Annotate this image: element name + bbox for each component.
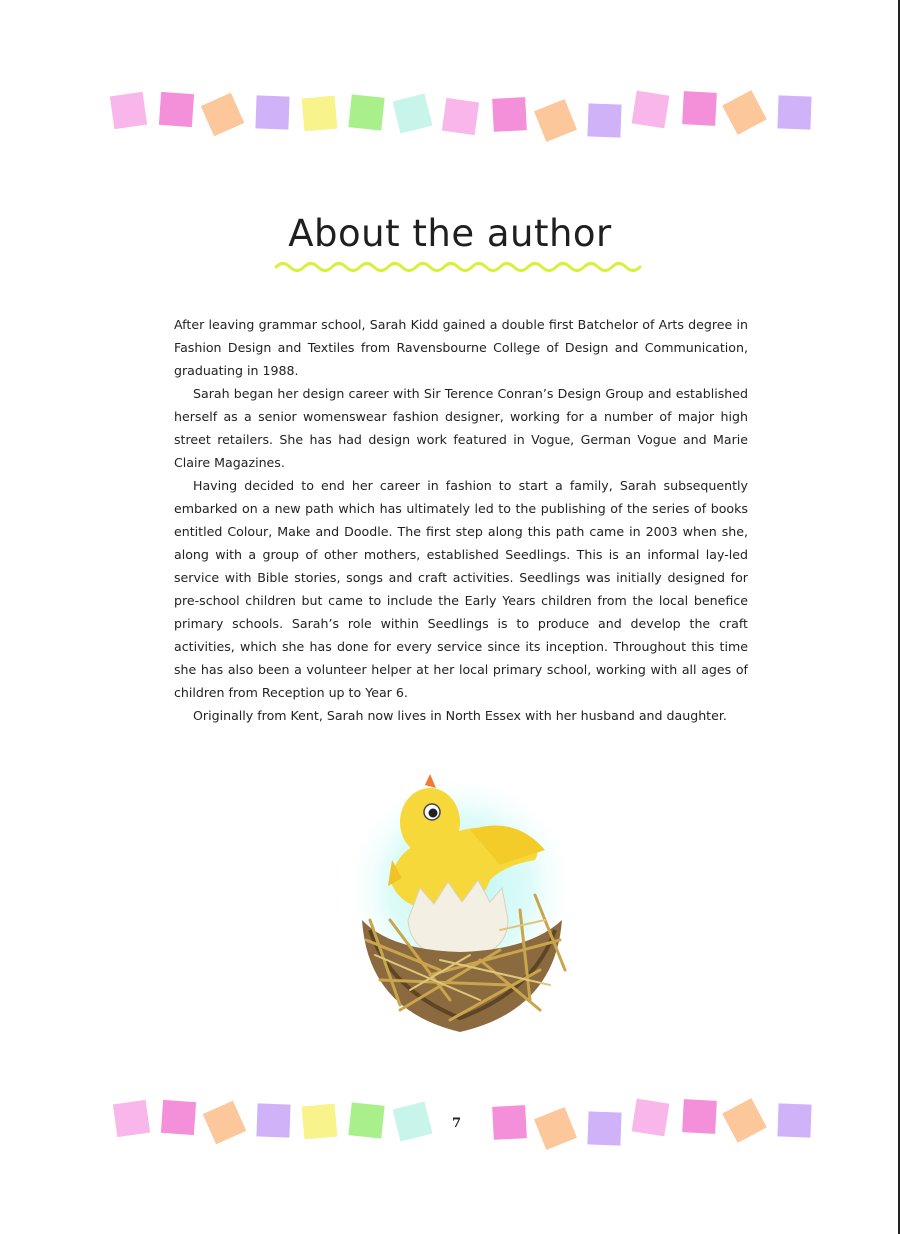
- decor-square: [492, 97, 527, 132]
- decor-square: [534, 99, 577, 142]
- page-number: 7: [452, 1116, 462, 1131]
- title-underline-squiggle: [274, 258, 646, 274]
- decor-square: [110, 92, 147, 129]
- decor-square: [348, 94, 384, 130]
- decor-square: [587, 1111, 621, 1145]
- decor-square: [492, 1105, 527, 1140]
- decor-square: [302, 1104, 338, 1140]
- page-title: About the author: [288, 212, 612, 255]
- decor-square: [113, 1100, 150, 1137]
- bio-paragraph-4: Originally from Kent, Sarah now lives in North Essex with her husband and daughter.: [193, 708, 727, 723]
- bio-paragraph-2: Sarah began her design career with Sir Terence Conran’s Design Group and established herself as a senior womenswear fashion designer, working for a number of major high street retailers. She has had design work featured in Vogue, German Vogue and Marie Claire Magazines.: [174, 386, 748, 470]
- decor-square: [302, 96, 338, 132]
- decor-square: [392, 1101, 432, 1141]
- top-square-border: [0, 90, 900, 150]
- decor-square: [159, 92, 194, 127]
- decor-square: [777, 95, 811, 129]
- title-block: [0, 212, 900, 255]
- bottom-square-border: [0, 1098, 900, 1158]
- decor-square: [682, 1099, 717, 1134]
- decor-square: [201, 93, 245, 137]
- decor-square: [348, 1102, 384, 1138]
- decor-square: [777, 1103, 811, 1137]
- decor-square: [722, 1098, 767, 1143]
- bio-paragraph-3: Having decided to end her career in fashion to start a family, Sarah subsequently embarked on a new path which has ultimately led to the publishing of the series of books entitled Colour, Make and Doodle. The first step along this path came in 2003 when she, along with a group of other mothers, established Seedlings. This is an informal lay-led service with Bible stories, songs and craft activities. Seedlings was initially designed for pre-school children but came to include the Early Years children from the local benefice primary schools. Sarah’s role within Seedlings is to produce and develop the craft activities, which she has done for every service since its inception. Throughout this time she has also been a volunteer helper at her local primary school, working with all ages of children from Reception up to Year 6.: [174, 478, 748, 700]
- bio-paragraph-1: After leaving grammar school, Sarah Kidd gained a double first Batchelor of Arts degree in Fashion Design and Textiles from Ravensbourne College of Design and Communication, graduating in 1988.: [174, 317, 748, 378]
- decor-square: [632, 1099, 670, 1137]
- decor-square: [203, 1101, 247, 1145]
- decor-square: [392, 93, 432, 133]
- chick-in-nest-illustration: [330, 770, 590, 1050]
- decor-square: [632, 91, 670, 129]
- decor-square: [442, 98, 479, 135]
- decor-square: [255, 95, 289, 129]
- decor-square: [534, 1107, 577, 1150]
- decor-square: [722, 90, 767, 135]
- decor-square: [256, 1103, 290, 1137]
- decor-square: [161, 1100, 196, 1135]
- author-biography: [174, 313, 748, 727]
- decor-square: [682, 91, 717, 126]
- decor-square: [587, 103, 621, 137]
